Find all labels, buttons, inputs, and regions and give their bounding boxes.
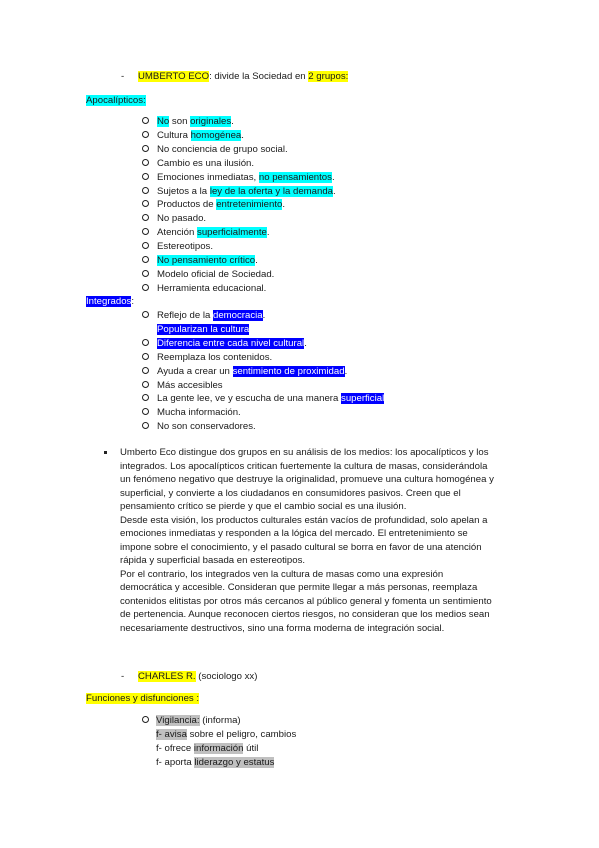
paragraph-line: contenidos elitistas por otros más cercanos al público general y fomenta un sentimiento [120,595,492,607]
funcion-subitem [156,743,258,755]
square-bullet [104,451,107,454]
text-segment: Cambio es una ilusión. [157,157,255,169]
charles-heading-line [138,671,257,683]
integrados-item [157,421,256,433]
paragraph-line: democrática y accesible. Consideran que permite llegar a más personas, reemplaza [120,582,478,593]
text-segment: . [266,227,270,239]
text-segment: Más accesibles [157,379,223,391]
paragraph-line: Por el contrario, los integrados ven la cultura de masas como una expresión [120,568,444,580]
highlighted-text: democracia [213,310,263,321]
funciones-heading-text: Funciones y disfunciones : [86,693,200,704]
circle-bullet [142,422,149,429]
text-segment: Sujetos a la [157,185,210,197]
text-segment: Productos de [157,199,217,211]
text-segment: Emociones inmediatas, [157,171,259,183]
integrados-item [157,310,265,322]
apocalipticos-item [157,158,254,170]
text-segment: . [241,129,244,141]
integrados-heading-text: Integrados [86,296,132,307]
highlighted-text: originales [190,116,232,127]
circle-bullet [142,173,149,180]
highlighted-text: f- avisa [156,729,187,740]
eco-heading-line [138,71,348,83]
circle-bullet [142,131,149,138]
apocalipticos-item [157,130,244,142]
funcion-subitem [156,757,274,769]
highlighted-text: Popularizan la cultura [157,323,250,335]
list-dash: - [121,71,125,82]
highlighted-text: homogénea [190,129,242,141]
circle-bullet [142,353,149,360]
charles-text: (sociologo xx) [195,671,258,682]
apocalipticos-item [157,172,335,184]
circle-bullet [142,214,149,221]
text-segment: Modelo oficial de Sociedad. [157,268,275,280]
paragraph-line: necesariamente destructivos, sino una forma moderna de integración social. [120,622,445,634]
highlighted-text: no pensamientos [258,171,332,183]
paragraph-line: impone sobre el conocimiento, y el pasado cultural se borra en favor de una atención [120,541,482,553]
paragraph-line: un fenómeno negativo que destruye la originalidad, promueve una cultura homogénea y [120,474,494,485]
text-segment: Mucha información. [157,407,241,419]
charles-name: CHARLES R. [138,671,196,682]
list-dash: - [121,671,125,682]
eco-colon: : [209,71,212,82]
text-segment: Ayuda a crear un [157,365,233,377]
circle-bullet [142,270,149,277]
apocalipticos-item [157,269,274,281]
highlighted-text: liderazgo y estatus [194,757,275,768]
paragraph-line: Desde esta visión, los productos culturales están vacíos de profundidad, solo apelan a [120,514,488,526]
funciones-heading [86,693,199,705]
text-segment: Herramienta educacional. [157,282,267,294]
apocalipticos-item [157,283,266,295]
highlighted-text: No [157,116,170,127]
circle-bullet [142,117,149,124]
text-segment: Atención [157,227,198,239]
paragraph-line: pensamiento crítico se pierde y que el cambio social es una ilusión. [120,501,407,512]
vigilancia-line [156,715,241,727]
circle-bullet [142,311,149,318]
circle-bullet [142,339,149,346]
text-segment: f- aporta [156,757,195,768]
apocalipticos-item [157,116,234,128]
apocalipticos-item [157,255,258,267]
apocalipticos-item [157,213,206,225]
integrados-item [157,407,241,419]
circle-bullet [142,187,149,194]
highlighted-text: información [193,743,244,754]
circle-bullet [142,228,149,235]
circle-bullet [142,256,149,263]
text-segment: . [262,310,266,321]
circle-bullet [142,367,149,374]
highlighted-text: superficialmente [197,227,267,239]
vigilancia-rest: (informa) [199,715,241,726]
circle-bullet [142,716,149,723]
circle-bullet [142,381,149,388]
circle-bullet [142,200,149,207]
highlighted-text: ley de la oferta y la demanda [209,185,334,197]
integrados-item [157,366,347,378]
text-segment: son [169,116,191,127]
integrados-heading-colon: : [131,296,135,307]
text-segment: Reflejo de la [157,310,213,321]
text-segment: . [331,171,335,183]
text-segment: No son conservadores. [157,421,256,433]
text-segment: sobre el peligro, cambios [186,729,297,740]
circle-bullet [142,145,149,152]
text-segment: . [304,337,307,349]
integrados-item [157,324,249,336]
text-segment: La gente lee, ve y escucha de una manera [157,393,342,405]
highlighted-text: entretenimiento [216,199,283,211]
text-segment: Estereotipos. [157,241,213,253]
text-segment: f- ofrece [156,743,194,754]
eco-text: divide la Sociedad en [211,71,309,82]
integrados-item [157,380,223,392]
paragraph-line: rápida y superficial basada en estereotipos. [120,555,306,566]
circle-bullet [142,242,149,249]
integrados-item [157,352,272,364]
apocalipticos-item [157,241,213,253]
vigilancia-label: Vigilancia: [156,715,200,726]
apocalipticos-heading-text: Apocalípticos: [86,95,146,106]
highlighted-text: superficial [341,393,385,405]
eco-groups: 2 grupos: [308,71,349,82]
highlighted-text: Diferencia entre cada nivel cultural [157,337,305,349]
text-segment: útil [243,743,259,754]
text-segment: . [255,255,258,266]
circle-bullet [142,159,149,166]
highlighted-text: No pensamiento crítico [157,255,256,266]
paragraph-line: de pertenencia. Aunque reconocen ciertos riesgos, no consideran que los medios sean [120,609,490,620]
funcion-subitem [156,729,296,741]
text-segment: . [344,365,348,377]
apocalipticos-heading [86,95,146,107]
text-segment: Reemplaza los contenidos. [157,351,273,363]
apocalipticos-item [157,227,270,239]
integrados-heading [86,296,134,308]
text-segment: No pasado. [157,213,207,225]
text-segment: . [282,199,286,211]
text-segment: No conciencia de grupo social. [157,143,288,155]
circle-bullet [142,284,149,291]
apocalipticos-item [157,186,336,198]
integrados-item [157,338,307,350]
text-segment: Cultura [157,129,191,141]
apocalipticos-item [157,199,285,211]
text-segment: . [333,185,336,197]
text-segment: . [231,116,234,127]
eco-name: UMBERTO ECO [138,71,210,82]
paragraph-line: integrados. Los apocalípticos critican fuertemente la cultura de masas, considerándola [120,460,488,472]
paragraph-line: superficial, y convierte a los ciudadanos en consumidores pasivos. Creen que el [120,487,461,499]
apocalipticos-item [157,144,288,156]
circle-bullet [142,408,149,415]
paragraph-line: Umberto Eco distingue dos grupos en su análisis de los medios: los apocalípticos y los [120,447,489,458]
paragraph-line: emociones inmediatas y responden a la lógica del mercado. El entretenimiento se [120,528,468,539]
integrados-item [157,393,384,405]
highlighted-text: sentimiento de proximidad [232,365,345,377]
circle-bullet [142,394,149,401]
